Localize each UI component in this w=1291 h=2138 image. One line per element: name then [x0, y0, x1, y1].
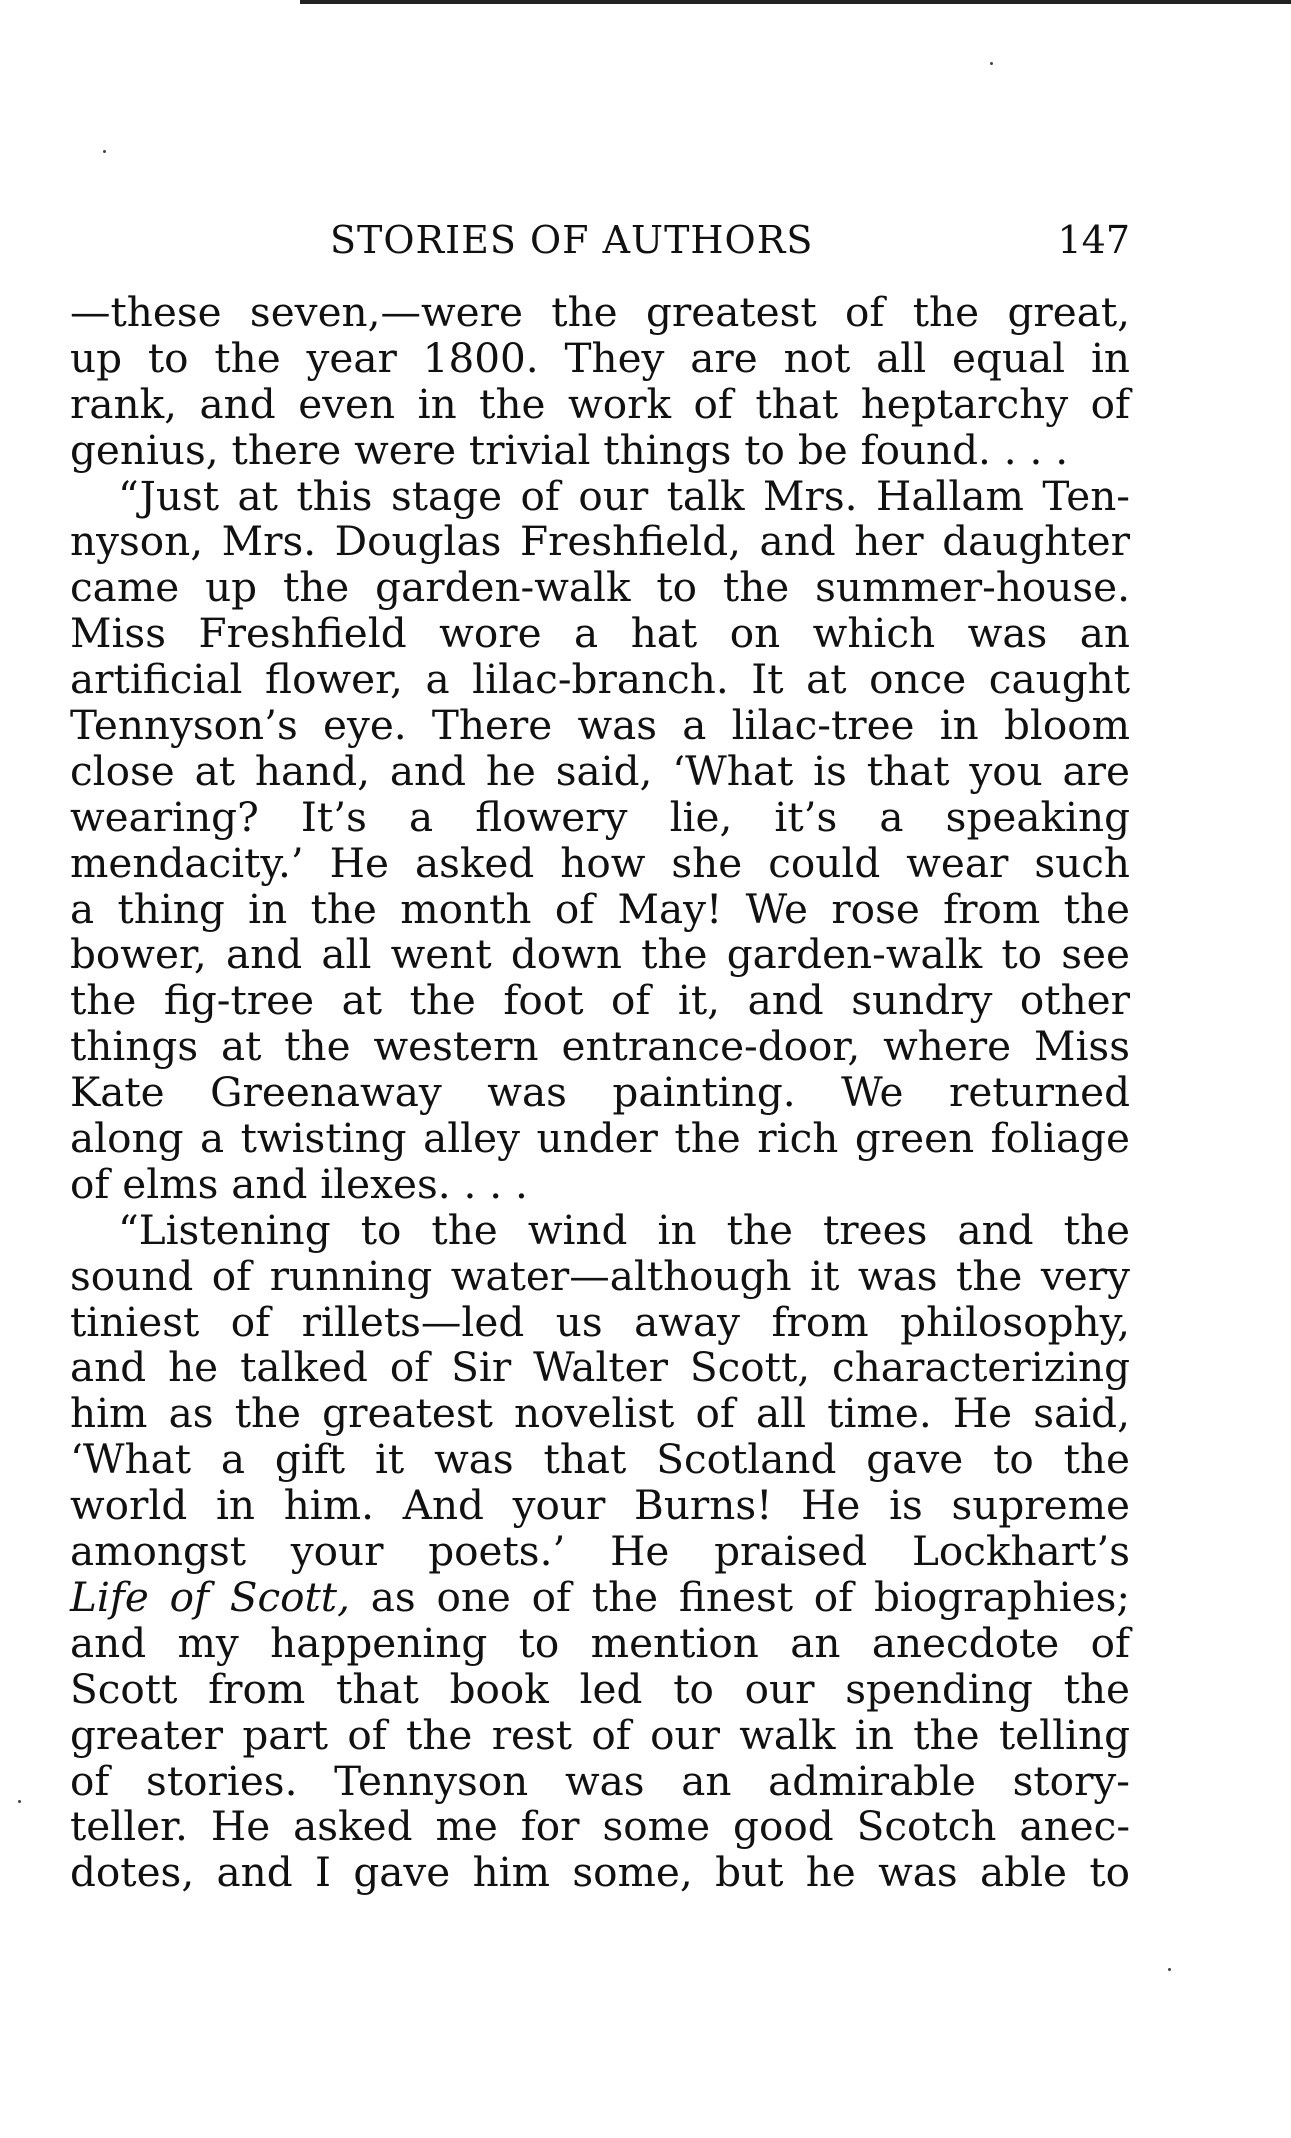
text-line: ‘What a gift it was that Scotland gave to the [70, 1435, 1130, 1484]
text-line: mendacity.’ He asked how she could wear such [70, 838, 1130, 887]
text-line: things at the western entrance-door, where Miss [70, 1022, 1130, 1071]
text-line: world in him. And your Burns! He is supreme [70, 1481, 1130, 1530]
text-line: “Listening to the wind in the trees and the [118, 1205, 1130, 1254]
text-line: and he talked of Sir Walter Scott, characterizing [70, 1343, 1130, 1392]
text-line: him as the greatest novelist of all time. He said, [70, 1389, 1130, 1438]
text-line: rank, and even in the work of that heptarchy of [70, 379, 1130, 428]
text-line: sound of running water—although it was the very [70, 1251, 1130, 1300]
text-line: close at hand, and he said, ‘What is that you are [70, 746, 1130, 795]
text-line: tiniest of rillets—led us away from philosophy, [70, 1297, 1130, 1346]
page-number: 147 [1057, 218, 1130, 262]
text-line: of stories. Tennyson was an admirable story- [70, 1756, 1130, 1805]
paper-speck [990, 62, 993, 65]
text-line: the fig-tree at the foot of it, and sundry other [70, 976, 1130, 1025]
text-line: up to the year 1800. They are not all equal in [70, 333, 1130, 382]
body-text [70, 290, 1130, 1896]
text-line: bower, and all went down the garden-walk to see [70, 930, 1130, 979]
running-head [70, 218, 1130, 268]
text-line: along a twisting alley under the rich green foliage [70, 1114, 1130, 1163]
text-line: teller. He asked me for some good Scotch anec- [70, 1802, 1130, 1851]
paper-speck [103, 150, 106, 153]
text-line-italic-title [70, 1572, 1130, 1621]
text-line: —these seven,—were the greatest of the great, [70, 288, 1130, 336]
text-line: Miss Freshfield wore a hat on which was an [70, 609, 1130, 658]
top-edge-rule [300, 0, 1291, 4]
text-line: Scott from that book led to our spending the [70, 1664, 1130, 1713]
text-line: greater part of the rest of our walk in the telling [70, 1710, 1130, 1759]
text-line: amongst your poets.’ He praised Lockhart’s [70, 1527, 1130, 1576]
text-line-rest: as one of the finest of biographies; [349, 1572, 1130, 1621]
text-line: came up the garden-walk to the summer-house. [70, 563, 1130, 612]
text-line: artificial flower, a lilac-branch. It at once caught [70, 655, 1130, 704]
text-line: nyson, Mrs. Douglas Freshfield, and her daughter [70, 517, 1130, 566]
text-line: “Just at this stage of our talk Mrs. Hallam Ten- [118, 471, 1130, 520]
text-line: genius, there were trivial things to be found. . . . [70, 425, 1069, 474]
text-line: of elms and ilexes. . . . [70, 1159, 528, 1208]
text-line: a thing in the month of May! We rose from the [70, 884, 1130, 933]
text-line: wearing? It’s a flowery lie, it’s a speaking [70, 792, 1130, 841]
text-line: Tennyson’s eye. There was a lilac-tree in bloom [70, 701, 1130, 750]
running-title: STORIES OF AUTHORS [330, 218, 814, 262]
text-line: Kate Greenaway was painting. We returned [70, 1068, 1130, 1117]
text-line: and my happening to mention an anecdote of [70, 1618, 1130, 1667]
text-line: dotes, and I gave him some, but he was able to [70, 1848, 1130, 1897]
paper-speck [18, 1800, 21, 1803]
paper-speck [1168, 1968, 1171, 1971]
book-title: Life of Scott, [70, 1572, 350, 1621]
